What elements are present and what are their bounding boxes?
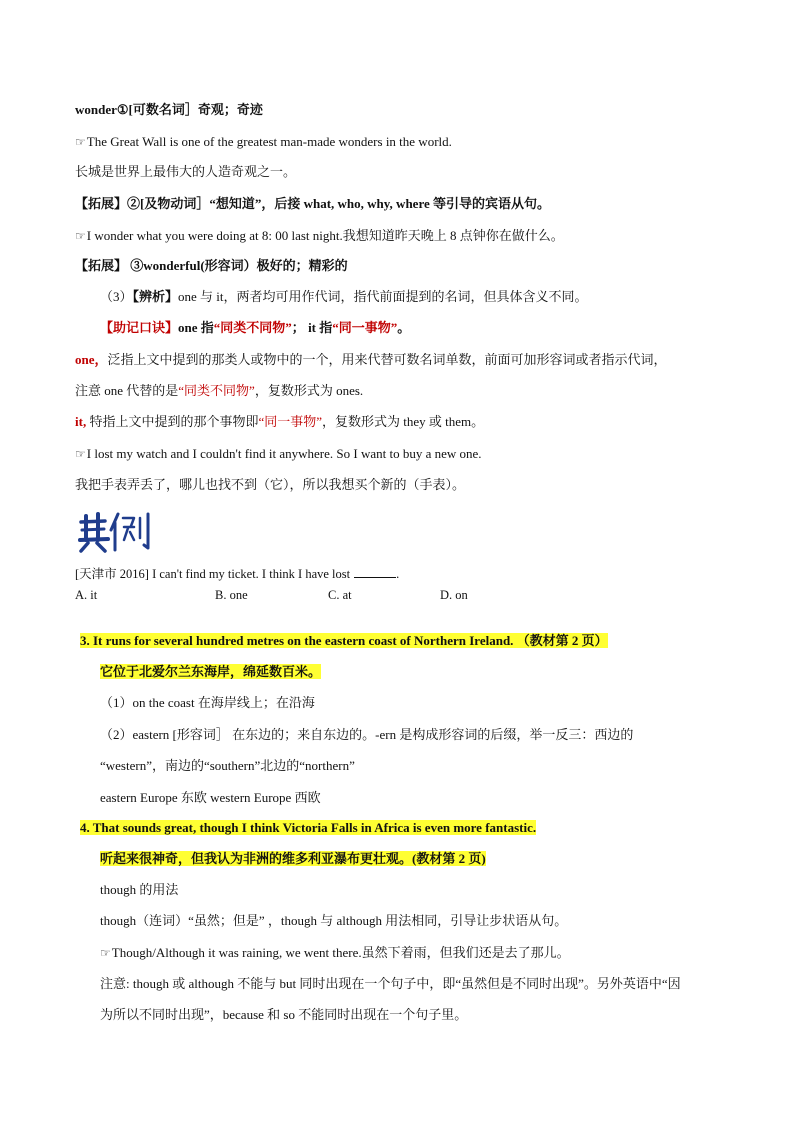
mnemonic-tag: 【助记口诀】 (100, 320, 179, 335)
one-definition-line-1 (75, 351, 667, 369)
wonder-extension-2 (75, 257, 348, 275)
option-a[interactable]: A. it (75, 588, 98, 602)
example-text: I lost my watch and I couldn't find it anywhere. So I want to buy a new one. (86, 446, 482, 461)
option-d[interactable]: D. on (440, 588, 468, 602)
wonder-example-en (75, 133, 452, 151)
item4-usage-title: though 的用法 (100, 882, 179, 897)
item3-sentence (80, 632, 608, 650)
head-word: wonder (75, 102, 117, 117)
one-it-example-en (75, 445, 482, 463)
wonder-example-cn: 长城是世界上最伟大的人造奇观之一。 (75, 164, 297, 179)
highlighted-translation: 它位于北爱尔兰东海岸，绵延数百米。 (100, 664, 322, 679)
one-quote: “同类不同物” (178, 383, 255, 398)
extension-text: ③wonderful(形容词）极好的；精彩的 (127, 258, 348, 273)
example-text: I wonder what you were doing at 8: 00 last night.我想知道昨天晚上 8 点钟你在做什么。 (86, 228, 564, 243)
answer-blank[interactable] (354, 565, 396, 578)
item3-point-1: （1）on the coast 在海岸线上；在沿海 (100, 695, 315, 710)
it-text: ，复数形式为 they 或 them。 (322, 414, 485, 429)
item3-point-2b: “western”，南边的“southern”北边的“northern” (100, 758, 355, 773)
option-b[interactable]: B. one (215, 588, 248, 602)
example-text: The Great Wall is one of the greatest man-made wonders in the world. (86, 134, 452, 149)
one-text: 泛指上文中提到的那类人或物中的一个，用来代替可数名词单数，前面可加形容词或者指示代词， (107, 352, 667, 367)
mnemonic-one-quote: “同类不同物” (213, 320, 292, 335)
pointing-hand-icon: ☞ (75, 135, 86, 149)
highlighted-translation: 听起来很神奇，但我认为非洲的维多利亚瀑布更壮观。(教材第 2 页) (100, 851, 486, 866)
one-definition-line-2 (75, 382, 363, 400)
item4-sentence (80, 819, 536, 837)
question-end: . (396, 567, 400, 581)
option-c[interactable]: C. at (328, 588, 352, 602)
item3-translation (100, 663, 321, 681)
it-text: 特指上文中提到的那个事物即 (86, 414, 259, 429)
mnemonic-end: 。 (397, 320, 411, 335)
wonder-extension-1-example (75, 227, 564, 245)
extension-tag: 【拓展】 (75, 196, 128, 211)
it-quote: “同一事物” (258, 414, 323, 429)
it-word: it, (75, 414, 87, 429)
mnemonic-one: one 指 (178, 320, 214, 335)
one-text: ，复数形式为 ones. (254, 383, 364, 398)
pointing-hand-icon: ☞ (75, 447, 86, 461)
question-text: [天津市 2016] I can't find my ticket. I think I have lost (75, 567, 351, 581)
one-word: one， (75, 352, 108, 367)
head-definition: ①[可数名词］奇观；奇迹 (116, 102, 263, 117)
analysis-text: one 与 it，两者均可用作代词，指代前面提到的名词，但具体含义不同。 (178, 289, 588, 304)
item4-translation (100, 850, 486, 868)
item3-point-2a: （2）eastern [形容词］ 在东边的；来自东边的。-ern 是构成形容词的后缀，举一反三：西边的 (100, 727, 634, 742)
wonder-heading (75, 101, 263, 119)
one-it-example-cn: 我把手表弄丢了，哪儿也找不到（它），所以我想买个新的（手表）。 (75, 477, 466, 492)
wonder-extension-1 (75, 195, 550, 213)
highlighted-sentence: 4. That sounds great, though I think Victoria Falls in Africa is even more fantastic. (80, 820, 537, 835)
one-text: 注意 one 代替的是 (75, 383, 179, 398)
typical-example-logo (78, 510, 154, 554)
item3-point-3: eastern Europe 东欧 western Europe 西欧 (100, 790, 321, 805)
analysis-number: （3） (100, 289, 133, 304)
example-text: Though/Although it was raining, we went there.虽然下着雨，但我们还是去了那儿。 (111, 945, 570, 960)
it-definition-line (75, 413, 484, 431)
mnemonic-separator: ； (291, 320, 309, 335)
typical-question (75, 565, 399, 583)
analysis-tag: 【辨析】 (132, 289, 179, 304)
mnemonic-it-quote: “同一事物” (332, 320, 398, 335)
analysis-line (100, 288, 588, 306)
item4-note-2: 为所以不同时出现”，because 和 so 不能同时出现在一个句子里。 (100, 1007, 468, 1022)
mnemonic-line (100, 319, 410, 337)
extension-tag: 【拓展】 (75, 258, 128, 273)
extension-text: ②[及物动词］“想知道”，后接 what, who, why, where 等引导的宾语从句。 (127, 196, 551, 211)
item4-usage-line: though（连词）“虽然；但是” ，though 与 although 用法相同，引导让步状语从句。 (100, 913, 568, 928)
pointing-hand-icon: ☞ (100, 946, 111, 960)
pointing-hand-icon: ☞ (75, 229, 86, 243)
item4-example (100, 944, 570, 962)
highlighted-sentence: 3. It runs for several hundred metres on the eastern coast of Northern Ireland. （教材第 2 页） (80, 633, 608, 648)
item4-note-1: 注意: though 或 although 不能与 but 同时出现在一个句子中，即“虽然但是不同时出现”。另外英语中“因 (100, 976, 681, 991)
mnemonic-it: it 指 (308, 320, 333, 335)
